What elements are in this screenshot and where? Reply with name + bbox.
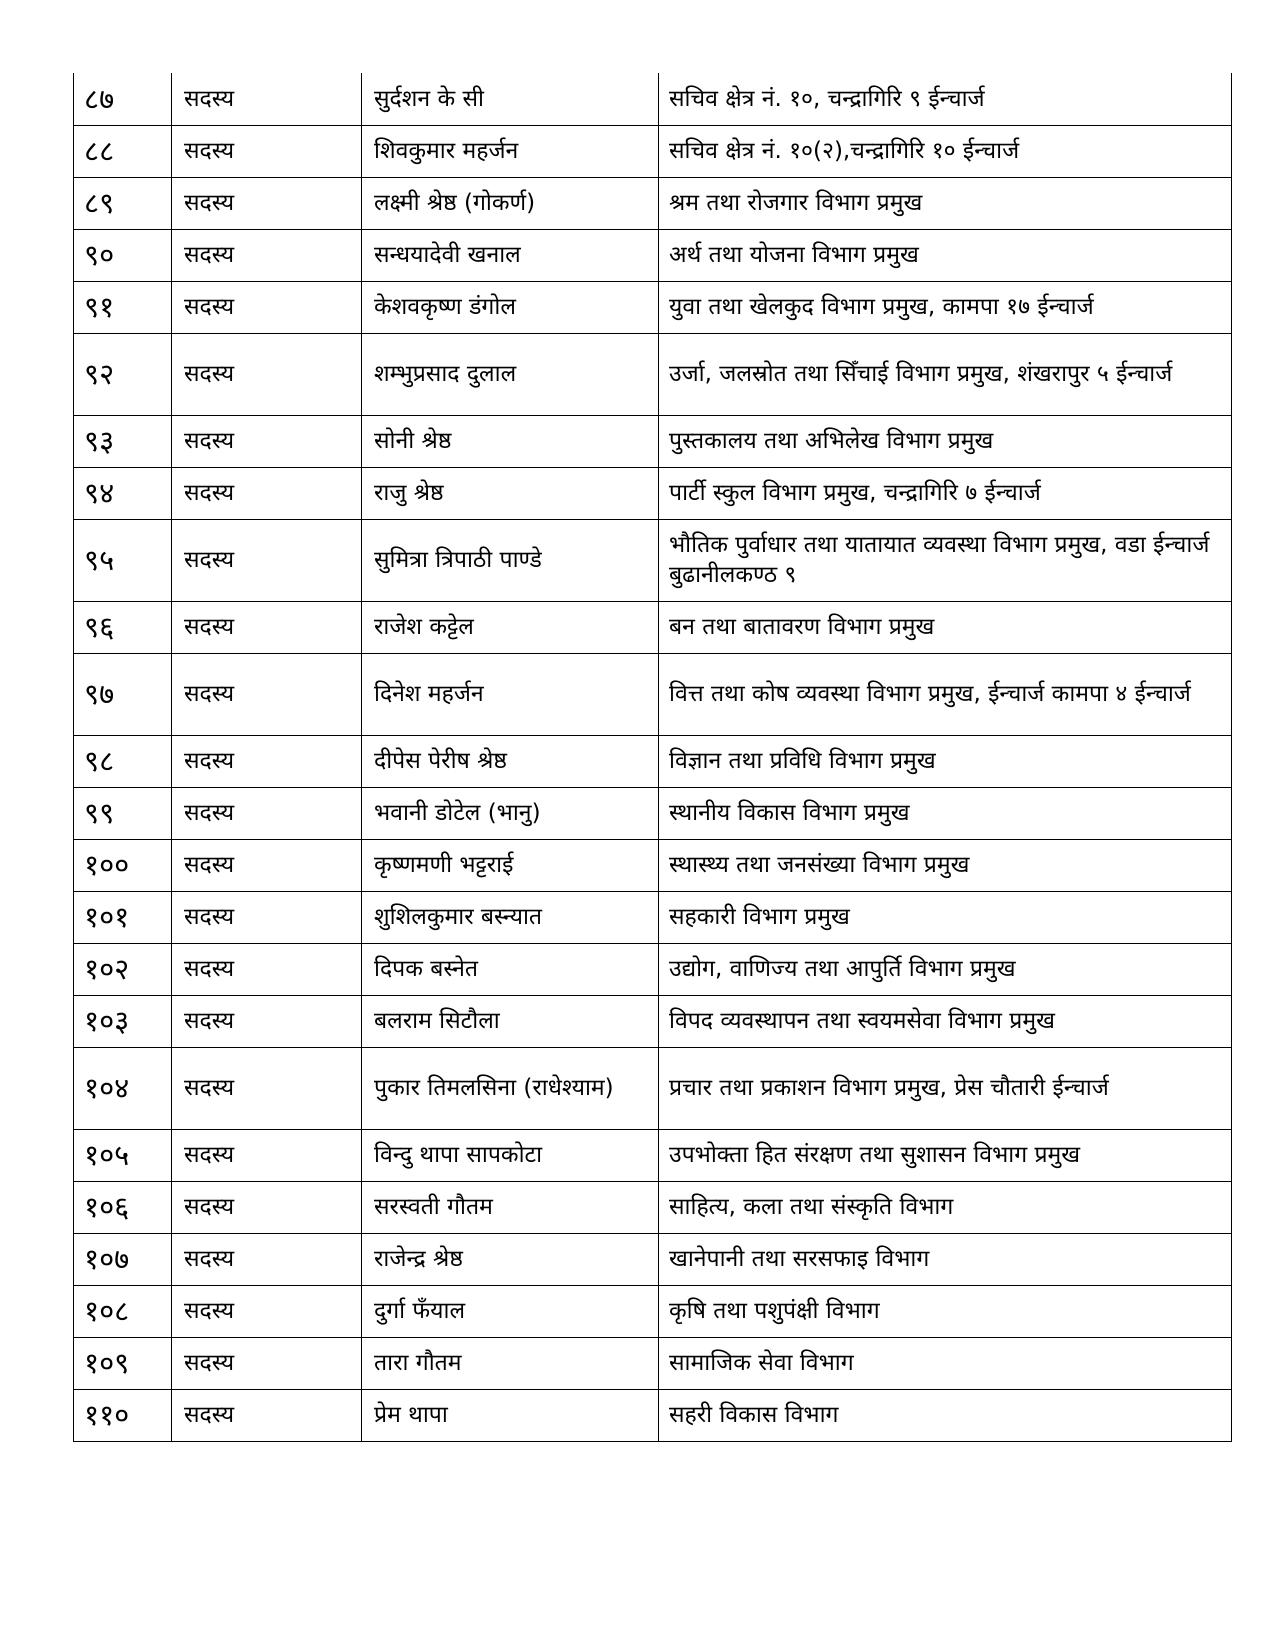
role-cell: सदस्य	[172, 467, 362, 519]
role-cell: सदस्य	[172, 1337, 362, 1389]
role-cell: सदस्य	[172, 125, 362, 177]
member-name-cell: प्रेम थापा	[362, 1389, 659, 1441]
responsibility-cell: साहित्य, कला तथा संस्कृति विभाग	[659, 1181, 1232, 1233]
table-row	[74, 653, 1232, 735]
serial-number-cell: ९१	[74, 281, 172, 333]
role-cell: सदस्य	[172, 891, 362, 943]
serial-number-cell: ८७	[74, 73, 172, 125]
serial-number-cell: १०१	[74, 891, 172, 943]
member-name-cell: बलराम सिटौला	[362, 995, 659, 1047]
responsibility-cell: बन तथा बातावरण विभाग प्रमुख	[659, 601, 1232, 653]
table-row	[74, 943, 1232, 995]
role-cell: सदस्य	[172, 281, 362, 333]
member-name-cell: केशवकृष्ण डंगोल	[362, 281, 659, 333]
member-name-cell: दिपक बस्नेत	[362, 943, 659, 995]
role-cell: सदस्य	[172, 995, 362, 1047]
member-name-cell: दुर्गा फँयाल	[362, 1285, 659, 1337]
role-cell: सदस्य	[172, 653, 362, 735]
member-name-cell: राजु श्रेष्ठ	[362, 467, 659, 519]
serial-number-cell: ११०	[74, 1389, 172, 1441]
table-row	[74, 787, 1232, 839]
member-name-cell: राजेन्द्र श्रेष्ठ	[362, 1233, 659, 1285]
table-row	[74, 125, 1232, 177]
responsibility-cell: वित्त तथा कोष व्यवस्था विभाग प्रमुख, ईन्चार्ज कामपा ४ ईन्चार्ज	[659, 653, 1232, 735]
member-name-cell: सन्धयादेवी खनाल	[362, 229, 659, 281]
role-cell: सदस्य	[172, 1233, 362, 1285]
role-cell: सदस्य	[172, 333, 362, 415]
table-row	[74, 1285, 1232, 1337]
member-name-cell: राजेश कट्टेल	[362, 601, 659, 653]
table-row	[74, 415, 1232, 467]
serial-number-cell: १०३	[74, 995, 172, 1047]
role-cell: सदस्य	[172, 415, 362, 467]
table-row	[74, 839, 1232, 891]
table-row	[74, 73, 1232, 125]
responsibility-cell: अर्थ तथा योजना विभाग प्रमुख	[659, 229, 1232, 281]
member-name-cell: पुकार तिमलसिना (राधेश्याम)	[362, 1047, 659, 1129]
member-name-cell: कृष्णमणी भट्टराई	[362, 839, 659, 891]
member-name-cell: शिवकुमार महर्जन	[362, 125, 659, 177]
member-name-cell: सुर्दशन के सी	[362, 73, 659, 125]
responsibility-cell: सहकारी विभाग प्रमुख	[659, 891, 1232, 943]
responsibility-cell: कृषि तथा पशुपंक्षी विभाग	[659, 1285, 1232, 1337]
serial-number-cell: १०९	[74, 1337, 172, 1389]
member-name-cell: शुशिलकुमार बस्न्यात	[362, 891, 659, 943]
member-table-container	[73, 73, 1231, 1442]
role-cell: सदस्य	[172, 229, 362, 281]
responsibility-cell: पार्टी स्कुल विभाग प्रमुख, चन्द्रागिरि ७ ईन्चार्ज	[659, 467, 1232, 519]
responsibility-cell: उद्योग, वाणिज्य तथा आपुर्ति विभाग प्रमुख	[659, 943, 1232, 995]
table-row	[74, 1337, 1232, 1389]
serial-number-cell: ९३	[74, 415, 172, 467]
responsibility-cell: स्थास्थ्य तथा जनसंख्या विभाग प्रमुख	[659, 839, 1232, 891]
table-row	[74, 467, 1232, 519]
member-table-body	[74, 73, 1232, 1441]
serial-number-cell: १०६	[74, 1181, 172, 1233]
table-row	[74, 1233, 1232, 1285]
responsibility-cell: विपद व्यवस्थापन तथा स्वयमसेवा विभाग प्रमुख	[659, 995, 1232, 1047]
serial-number-cell: १००	[74, 839, 172, 891]
serial-number-cell: ९८	[74, 735, 172, 787]
table-row	[74, 735, 1232, 787]
serial-number-cell: १०२	[74, 943, 172, 995]
table-row	[74, 1181, 1232, 1233]
role-cell: सदस्य	[172, 177, 362, 229]
table-row	[74, 995, 1232, 1047]
table-row	[74, 177, 1232, 229]
responsibility-cell: उर्जा, जलस्रोत तथा सिँचाई विभाग प्रमुख, शंखरापुर ५ ईन्चार्ज	[659, 333, 1232, 415]
serial-number-cell: ९७	[74, 653, 172, 735]
role-cell: सदस्य	[172, 787, 362, 839]
role-cell: सदस्य	[172, 1181, 362, 1233]
role-cell: सदस्य	[172, 735, 362, 787]
responsibility-cell: युवा तथा खेलकुद विभाग प्रमुख, कामपा १७ ईन्चार्ज	[659, 281, 1232, 333]
serial-number-cell: ९६	[74, 601, 172, 653]
table-row	[74, 281, 1232, 333]
role-cell: सदस्य	[172, 601, 362, 653]
serial-number-cell: १०५	[74, 1129, 172, 1181]
member-name-cell: सरस्वती गौतम	[362, 1181, 659, 1233]
serial-number-cell: १०८	[74, 1285, 172, 1337]
member-name-cell: विन्दु थापा सापकोटा	[362, 1129, 659, 1181]
serial-number-cell: १०४	[74, 1047, 172, 1129]
role-cell: सदस्य	[172, 943, 362, 995]
responsibility-cell: खानेपानी तथा सरसफाइ विभाग	[659, 1233, 1232, 1285]
member-name-cell: भवानी डोटेल (भानु)	[362, 787, 659, 839]
serial-number-cell: ९०	[74, 229, 172, 281]
serial-number-cell: ९५	[74, 519, 172, 601]
responsibility-cell: सहरी विकास विभाग	[659, 1389, 1232, 1441]
role-cell: सदस्य	[172, 1129, 362, 1181]
role-cell: सदस्य	[172, 1389, 362, 1441]
table-row	[74, 1129, 1232, 1181]
responsibility-cell: सचिव क्षेत्र नं. १०(२),चन्द्रागिरि १० ईन्चार्ज	[659, 125, 1232, 177]
member-name-cell: शम्भुप्रसाद दुलाल	[362, 333, 659, 415]
member-name-cell: दिनेश महर्जन	[362, 653, 659, 735]
member-name-cell: लक्ष्मी श्रेष्ठ (गोकर्ण)	[362, 177, 659, 229]
responsibility-cell: विज्ञान तथा प्रविधि विभाग प्रमुख	[659, 735, 1232, 787]
table-row	[74, 519, 1232, 601]
responsibility-cell: प्रचार तथा प्रकाशन विभाग प्रमुख, प्रेस चौतारी ईन्चार्ज	[659, 1047, 1232, 1129]
serial-number-cell: ८९	[74, 177, 172, 229]
responsibility-cell: श्रम तथा रोजगार विभाग प्रमुख	[659, 177, 1232, 229]
serial-number-cell: ८८	[74, 125, 172, 177]
role-cell: सदस्य	[172, 73, 362, 125]
table-row	[74, 601, 1232, 653]
responsibility-cell: स्थानीय विकास विभाग प्रमुख	[659, 787, 1232, 839]
responsibility-cell: पुस्तकालय तथा अभिलेख विभाग प्रमुख	[659, 415, 1232, 467]
member-name-cell: दीपेस पेरीष श्रेष्ठ	[362, 735, 659, 787]
serial-number-cell: १०७	[74, 1233, 172, 1285]
member-table	[73, 73, 1232, 1442]
table-row	[74, 891, 1232, 943]
serial-number-cell: ९४	[74, 467, 172, 519]
member-name-cell: सुमित्रा त्रिपाठी पाण्डे	[362, 519, 659, 601]
table-row	[74, 1389, 1232, 1441]
role-cell: सदस्य	[172, 519, 362, 601]
responsibility-cell: उपभोक्ता हित संरक्षण तथा सुशासन विभाग प्रमुख	[659, 1129, 1232, 1181]
role-cell: सदस्य	[172, 1047, 362, 1129]
table-row	[74, 333, 1232, 415]
member-name-cell: तारा गौतम	[362, 1337, 659, 1389]
role-cell: सदस्य	[172, 839, 362, 891]
serial-number-cell: ९९	[74, 787, 172, 839]
member-name-cell: सोनी श्रेष्ठ	[362, 415, 659, 467]
responsibility-cell: सचिव क्षेत्र नं. १०, चन्द्रागिरि ९ ईन्चार्ज	[659, 73, 1232, 125]
serial-number-cell: ९२	[74, 333, 172, 415]
responsibility-cell: सामाजिक सेवा विभाग	[659, 1337, 1232, 1389]
role-cell: सदस्य	[172, 1285, 362, 1337]
table-row	[74, 1047, 1232, 1129]
table-row	[74, 229, 1232, 281]
responsibility-cell: भौतिक पुर्वाधार तथा यातायात व्यवस्था विभाग प्रमुख, वडा ईन्चार्ज बुढानीलकण्ठ ९	[659, 519, 1232, 601]
